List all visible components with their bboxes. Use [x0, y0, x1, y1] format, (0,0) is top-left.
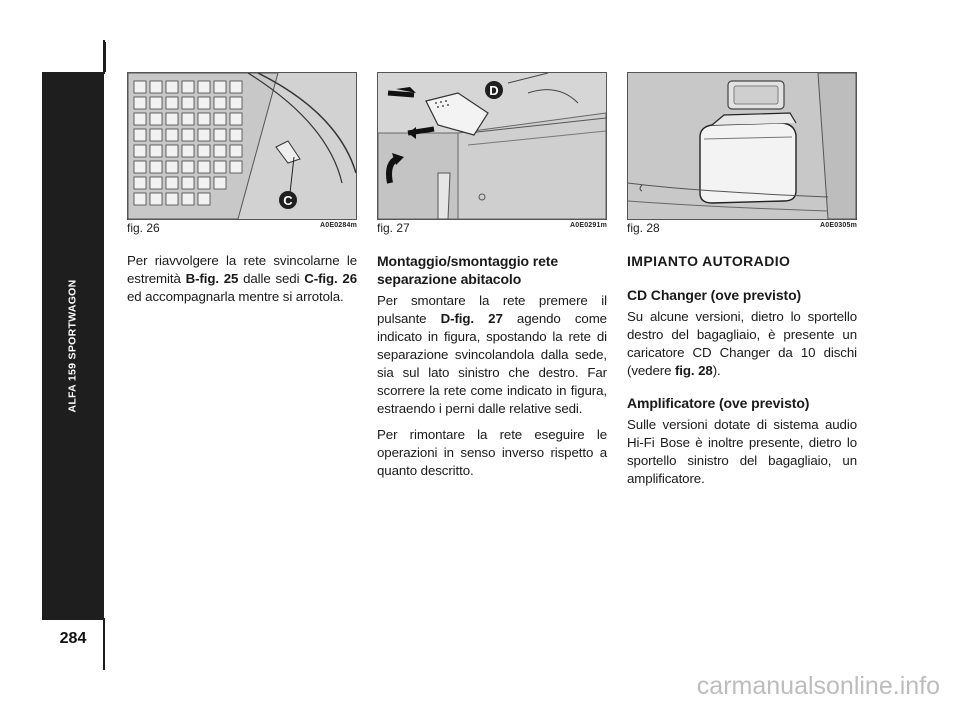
- figure-26-code: A0E0284m: [319, 222, 357, 229]
- col3-paragraph-1: [627, 308, 857, 380]
- figure-27-marker: D: [489, 83, 499, 98]
- figure-27-image: [377, 72, 607, 220]
- col3-heading-cd-changer: CD Changer (ove previsto): [627, 287, 802, 303]
- sidebar-title-wrap: [42, 72, 104, 620]
- figure-27-label: fig. 27: [377, 221, 410, 235]
- figure-28-label: fig. 28: [627, 221, 660, 235]
- col1-paragraph: [127, 252, 357, 306]
- figure-26-caption: [127, 221, 357, 235]
- col1-text-b: dalle sedi: [238, 271, 305, 286]
- sidebar-bottom-line: [103, 618, 105, 670]
- col2-text-b: agendo come indicato in figura, spostando la rete di separazione svincolandola dalla sede, sia sul lato sinistro che destro. Far scorrere la rete come indicato in figura, estraendo i perni dalle relative sedi.: [377, 311, 607, 416]
- watermark: carmanualsonline.info: [696, 672, 940, 700]
- column-3: [627, 252, 857, 496]
- col1-ref-c: C-fig. 26: [304, 271, 357, 286]
- col1-text-a: Per riavvolgere la rete svincolarne le estremità: [127, 253, 357, 286]
- col3-heading-amplificatore: Amplificatore (ove previsto): [627, 395, 810, 411]
- figure-26-label: fig. 26: [127, 221, 160, 235]
- col1-ref-b: B-fig. 25: [185, 271, 239, 286]
- figure-26-marker: C: [283, 193, 293, 208]
- figure-27-caption: [377, 221, 607, 235]
- col2-heading: Montaggio/smontaggio rete separazione abitacolo: [377, 253, 559, 287]
- figure-28-code: A0E0305m: [819, 222, 857, 229]
- sidebar-title: ALFA 159 SPORTWAGON: [67, 279, 79, 413]
- figure-26-image: [127, 72, 357, 220]
- column-2: [377, 252, 607, 488]
- figure-28-caption: [627, 221, 857, 235]
- col3-section-title: IMPIANTO AUTORADIO: [627, 253, 791, 269]
- column-1: [127, 252, 357, 314]
- col2-paragraph-2: Per rimontare la rete eseguire le operazioni in senso inverso rispetto a quanto descritto.: [377, 427, 607, 478]
- col1-text-c: ed accompagnarla mentre si arrotola.: [127, 289, 344, 304]
- col2-text-a: Per smontare la rete premere il pulsante: [377, 293, 607, 326]
- col3-ref-fig28: fig. 28: [674, 363, 713, 378]
- page-number: 284: [59, 630, 87, 647]
- figure-27-code: A0E0291m: [569, 222, 607, 229]
- figure-28-image: [627, 72, 857, 220]
- col3-text-a: Su alcune versioni, dietro lo sportello destro del bagagliaio, è presente un caricatore CD Changer da 10 dischi (vedere: [627, 309, 857, 378]
- col3-text-b: ).: [712, 363, 721, 378]
- col2-ref-d: D-fig. 27: [440, 311, 503, 326]
- col3-paragraph-2: Sulle versioni dotate di sistema audio Hi-Fi Bose è inoltre presente, dietro lo sportello sinistro del bagagliaio, un amplificatore.: [627, 417, 857, 486]
- col2-paragraph-1: [377, 292, 607, 418]
